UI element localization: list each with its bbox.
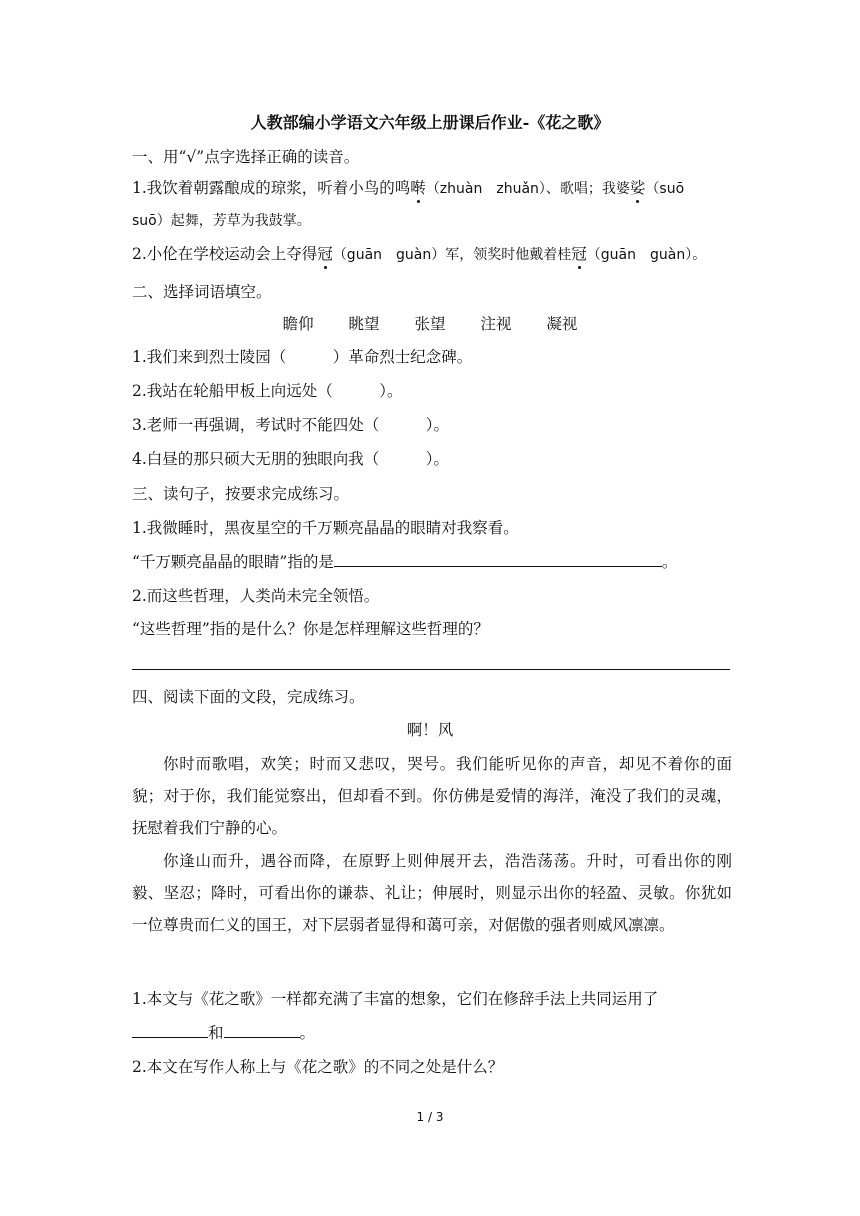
word-bank-item: 眺望 <box>348 315 380 333</box>
section4-question1: 1.本文与《花之歌》一样都充满了丰富的想象，它们在修辞手法上共同运用了 <box>132 990 659 1008</box>
section3-question1-prompt <box>132 552 677 572</box>
q1-dotted-char-1: 啭 <box>410 179 426 197</box>
q1-dotted-char-2: 娑 <box>629 179 646 197</box>
word-bank-item: 瞻仰 <box>282 315 314 333</box>
answer-blank[interactable] <box>132 1023 208 1038</box>
q1-prompt-end: 。 <box>661 553 678 571</box>
word-bank-item: 注视 <box>480 315 512 333</box>
word-bank-item: 凝视 <box>546 315 578 333</box>
answer-line[interactable] <box>132 669 730 670</box>
passage-paragraph-1: 你时而歌唱，欢笑；时而又悲叹，哭号。我们能听见你的声音，却见不着你的面貌；对于你，我们能觉察出，但却看不到。你仿佛是爱情的海洋，淹没了我们的灵魂，抚慰着我们宁静的心。 <box>132 755 732 837</box>
answer-blank[interactable] <box>224 1023 300 1038</box>
section3-question2-prompt: “这些哲理”指的是什么？你是怎样理解这些哲理的？ <box>132 620 489 638</box>
word-bank-item: 张望 <box>414 315 446 333</box>
q1-pinyin-options-2a: （suō <box>645 181 685 197</box>
q2-dotted-char-2: 冠 <box>571 245 587 263</box>
section4-heading: 四、阅读下面的文段，完成练习。 <box>132 688 365 706</box>
section1-question2 <box>132 244 706 265</box>
q2-dotted-char-1: 冠 <box>317 245 333 263</box>
q1-prompt-text: “千万颗亮晶晶的眼睛”指的是 <box>132 553 334 571</box>
q2-text-a: 2.小伦在学校运动会上夺得 <box>132 245 318 263</box>
passage-title: 啊！风 <box>406 721 454 739</box>
section1-question1-cont <box>132 211 311 231</box>
section2-question1: 1.我们来到烈士陵园（ ）革命烈士纪念碑。 <box>132 348 473 366</box>
section2-heading: 二、选择词语填空。 <box>132 283 272 301</box>
word-bank <box>0 314 860 334</box>
page-number: 1 / 3 <box>416 1110 444 1124</box>
q1-end: 。 <box>299 1024 316 1042</box>
q2-pinyin-options-1: （guān guàn）军，领奖时他戴着桂 <box>332 247 572 263</box>
section3-question1: 1.我微睡时，黑夜星空的千万颗亮晶晶的眼睛对我察看。 <box>132 519 519 537</box>
q1-text-a: 1.我饮着朝露酿成的琼浆，听着小鸟的鸣 <box>132 179 411 197</box>
section2-question4: 4.白昼的那只硕大无朋的独眼向我（ ）。 <box>132 450 450 468</box>
section3-question2: 2.而这些哲理，人类尚未完全领悟。 <box>132 587 380 605</box>
q1-text-line2: suō）起舞，芳草为我鼓掌。 <box>132 213 311 229</box>
section2-question2: 2.我站在轮船甲板上向远处（ ）。 <box>132 382 403 400</box>
section4-question1-blanks <box>132 1023 315 1043</box>
document-title: 人教部编小学语文六年级上册课后作业-《花之歌》 <box>250 113 610 132</box>
q1-pinyin-options-1: （zhuàn zhuǎn）、歌唱；我婆 <box>425 181 630 197</box>
section2-question3: 3.老师一再强调，考试时不能四处（ ）。 <box>132 416 450 434</box>
answer-blank[interactable] <box>334 552 662 567</box>
section3-heading: 三、读句子，按要求完成练习。 <box>132 485 350 503</box>
section1-heading: 一、用“√”点字选择正确的读音。 <box>132 148 360 166</box>
section1-question1 <box>132 178 684 199</box>
passage-paragraph-2: 你逢山而升，遇谷而降，在原野上则伸展开去，浩浩荡荡。升时，可看出你的刚毅、坚忍；降时，可看出你的谦恭、礼让；伸展时，则显示出你的轻盈、灵敏。你犹如一位尊贵而仁义的国王，对下层弱者显得和蔼可亲，对倨傲的强者则威风凛凛。 <box>132 852 732 934</box>
q2-pinyin-options-2: （guān guàn）。 <box>586 247 707 263</box>
section4-question2: 2.本文在写作人称上与《花之歌》的不同之处是什么？ <box>132 1058 504 1076</box>
q1-and: 和 <box>208 1024 224 1042</box>
